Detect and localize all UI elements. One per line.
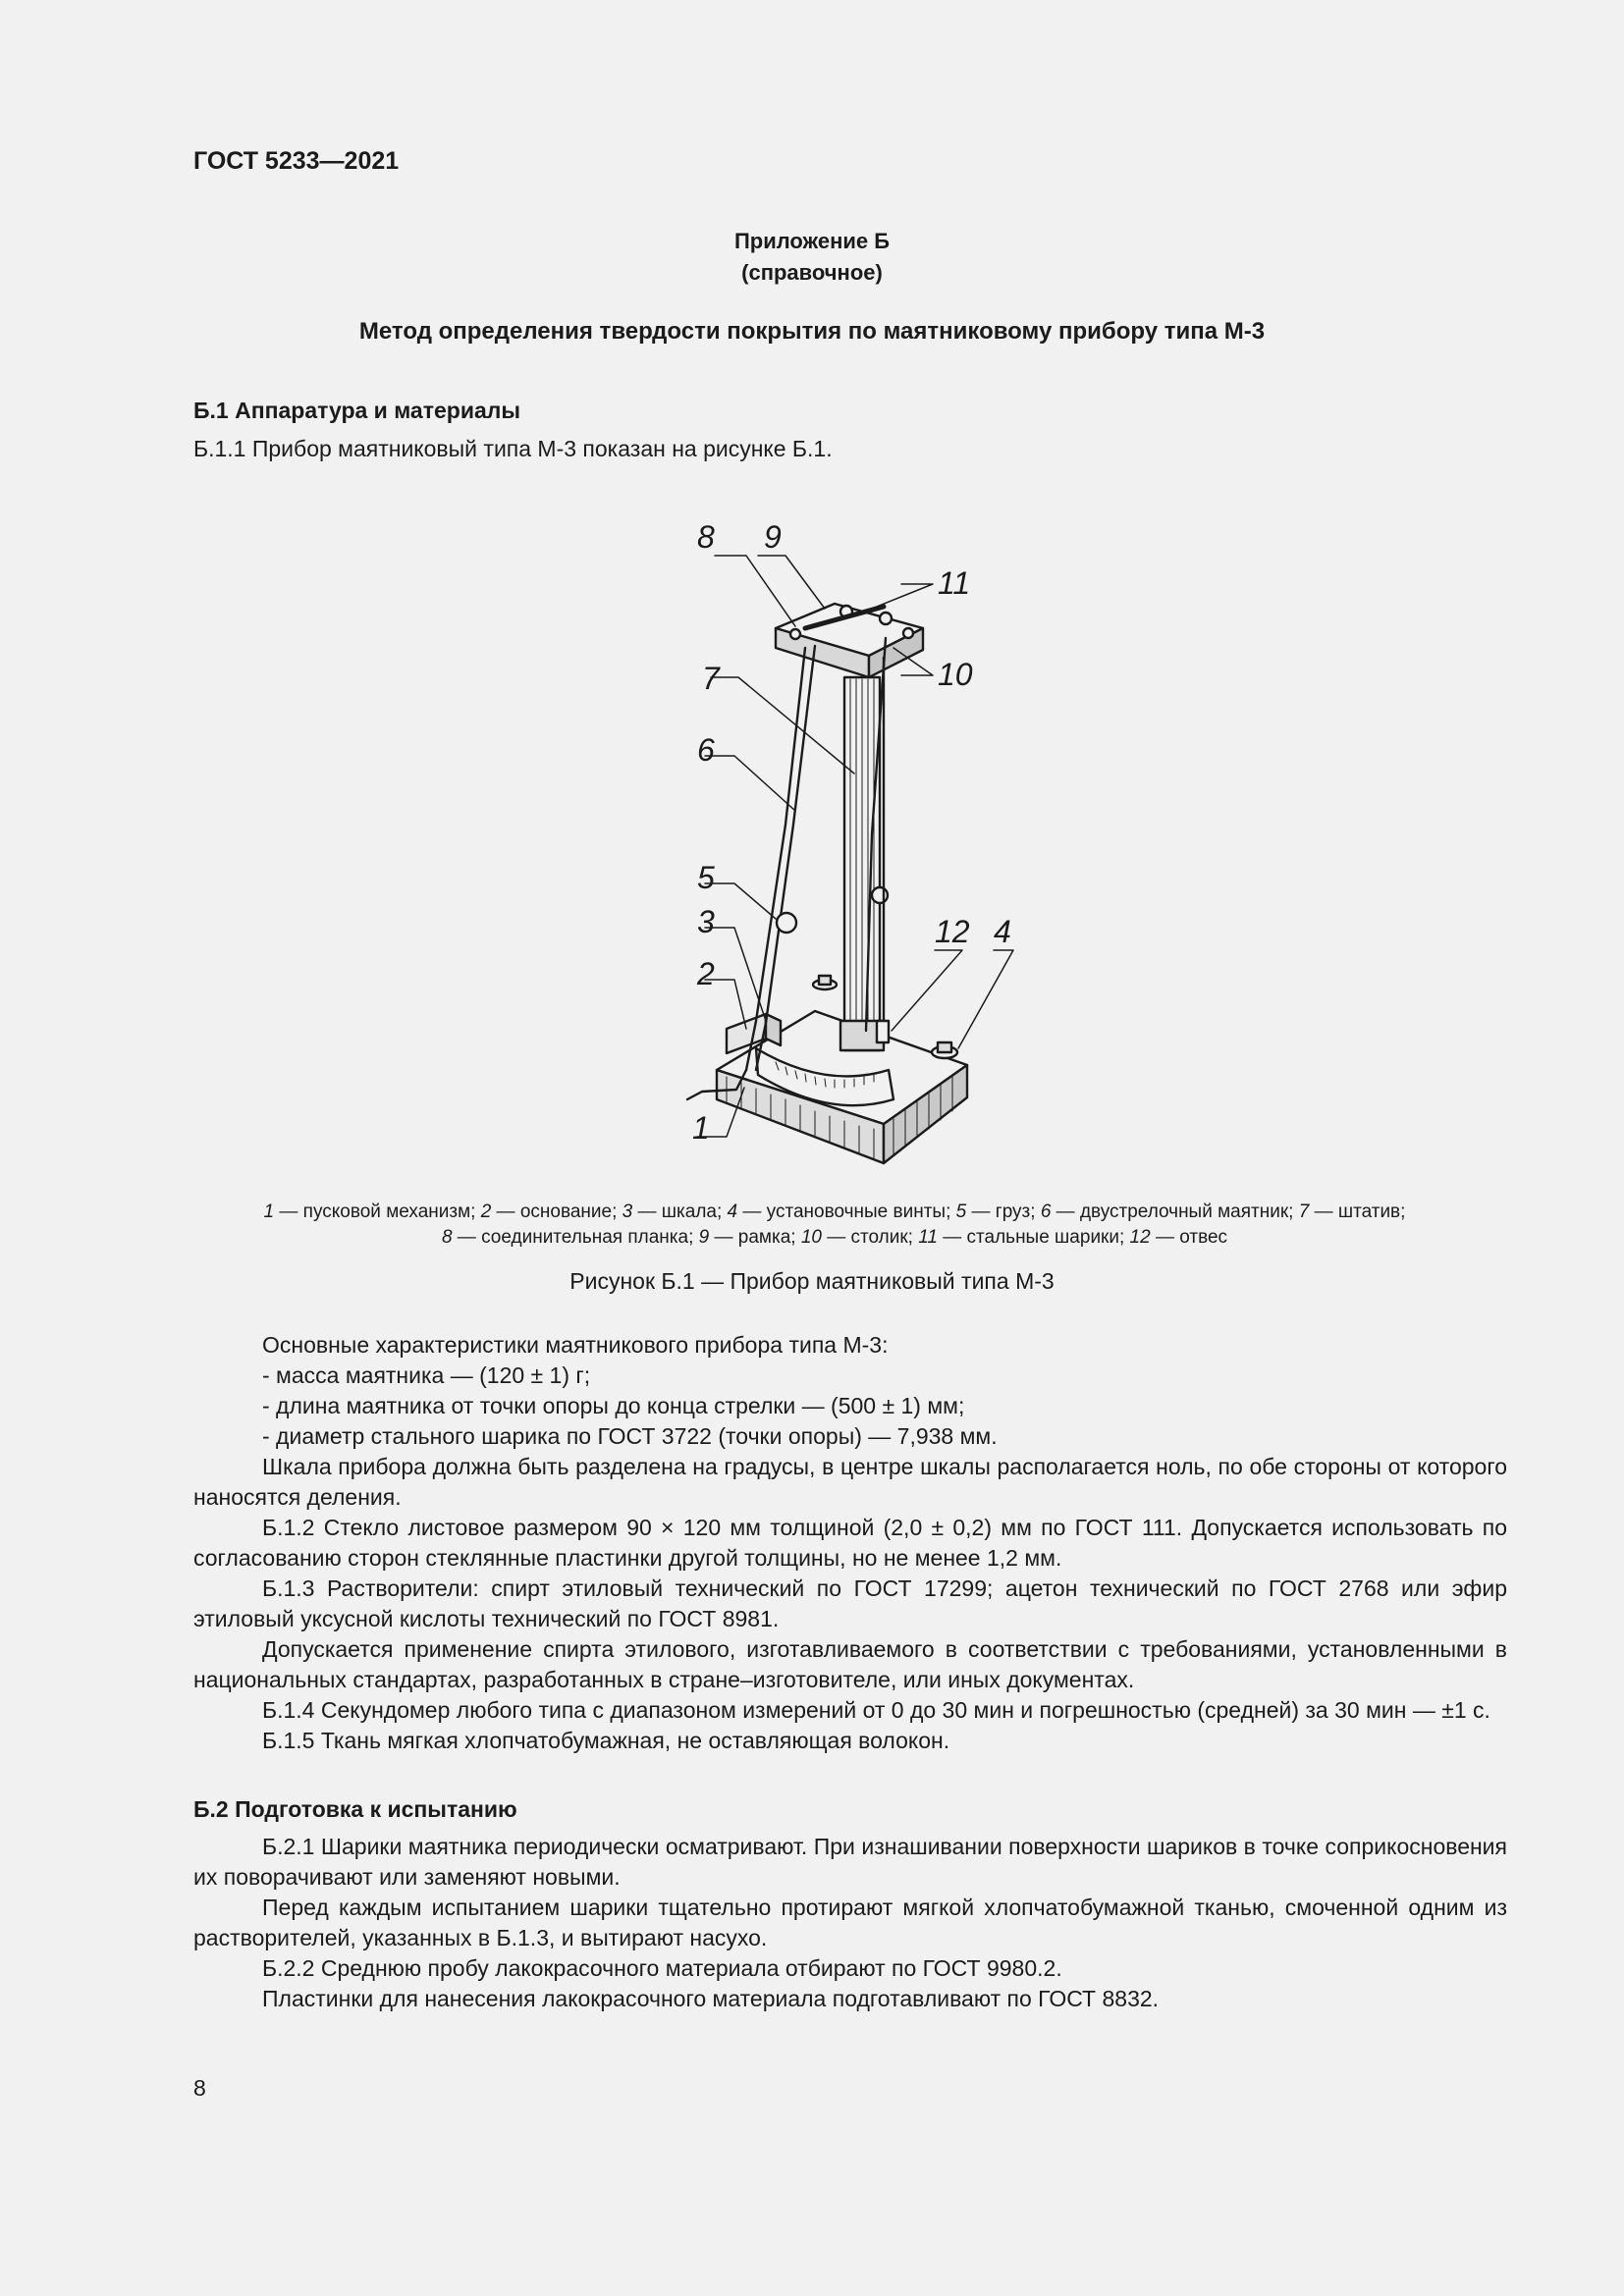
callout-8: 8	[697, 519, 715, 555]
method-title: Метод определения твердости покрытия по маятниковому прибору типа М-3	[358, 318, 1266, 345]
document-id: ГОСТ 5233—2021	[193, 147, 400, 175]
legend-line-2: 8 — соединительная планка; 9 — рамка; 10 — столик; 11 — стальные шарики; 12 — отвес	[441, 1227, 1228, 1248]
paragraph-b14: Б.1.4 Секундомер любого типа с диапазоном измерений от 0 до 30 мин и погрешностью (средней) за 30 мин — ±1 с.	[262, 1697, 1490, 1723]
frame-hole	[790, 629, 800, 639]
callout-3: 3	[697, 904, 715, 939]
paragraph-scale: Шкала прибора должна быть разделена на градусы, в центре шкалы располагается ноль, по обе стороны от которого наносятся деления.	[193, 1454, 1507, 1510]
callout-5: 5	[697, 860, 715, 895]
paragraph-b21: Б.2.1 Шарики маятника периодически осматривают. При изнашивании поверхности шариков в точке соприкосновения их поворачивают или заменяют новыми.	[193, 1834, 1507, 1890]
paragraph-b13: Б.1.3 Растворители: спирт этиловый технический по ГОСТ 17299; ацетон технический по ГОСТ 2768 или эфир этиловый уксусной кислоты технический по ГОСТ 8981.	[193, 1575, 1507, 1631]
callout-2: 2	[697, 956, 715, 991]
page-number: 8	[193, 2075, 206, 2101]
appendix-title: Приложение Б	[733, 229, 891, 253]
characteristic-mass: - масса маятника — (120 ± 1) г;	[262, 1362, 591, 1388]
figure-legend	[157, 1200, 1512, 1251]
paragraph-cleaning: Перед каждым испытанием шарики тщательно протирают мягкой хлопчатобумажной тканью, смоченной одним из растворителей, указанных в Б.1.3, и вытирают насухо.	[193, 1895, 1507, 1950]
callout-12: 12	[935, 914, 970, 949]
weight	[777, 913, 796, 933]
characteristics-block	[193, 1330, 1507, 1756]
characteristic-diameter: - диаметр стального шарика по ГОСТ 3722 (точки опоры) — 7,938 мм.	[262, 1423, 998, 1449]
appendix-heading	[0, 226, 1624, 289]
callout-6: 6	[697, 732, 715, 768]
paragraph-b22: Б.2.2 Среднюю пробу лакокрасочного материала отбирают по ГОСТ 9980.2.	[262, 1955, 1062, 1981]
plumb-weight	[877, 1021, 889, 1042]
paragraph-b12: Б.1.2 Стекло листовое размером 90 × 120 мм толщиной (2,0 ± 0,2) мм по ГОСТ 111. Допускается использовать по согласованию сторон стеклянные пластинки другой толщины, но не менее 1,2 мм.	[193, 1515, 1507, 1571]
pendulum-rod-left	[746, 648, 805, 1070]
steel-ball-b	[880, 613, 892, 624]
paragraph-plates: Пластинки для нанесения лакокрасочного материала подготавливают по ГОСТ 8832.	[262, 1986, 1160, 2011]
callout-9: 9	[764, 519, 782, 555]
callout-7: 7	[702, 661, 720, 696]
section-b2-heading: Б.2 Подготовка к испытанию	[193, 1796, 517, 1822]
callout-4: 4	[994, 914, 1011, 949]
callout-10: 10	[938, 657, 973, 692]
pendulum-instrument-figure	[648, 510, 1021, 1178]
appendix-subtitle: (справочное)	[741, 260, 883, 285]
characteristics-intro: Основные характеристики маятникового прибора типа М-3:	[262, 1332, 889, 1358]
callout-11: 11	[938, 565, 971, 601]
callout-1: 1	[692, 1110, 710, 1146]
paragraph-solvent-note: Допускается применение спирта этилового, изготавливаемого в соответствии с требованиями, установленными в национальных стандартах, разработанных в стране–изготовителе, или иных документах.	[193, 1636, 1507, 1692]
paragraph-b11: Б.1.1 Прибор маятниковый типа М-3 показан на рисунке Б.1.	[193, 436, 833, 461]
section-b1-heading: Б.1 Аппаратура и материалы	[193, 398, 521, 423]
characteristic-length: - длина маятника от точки опоры до конца стрелки — (500 ± 1) мм;	[262, 1393, 965, 1418]
paragraph-b15: Б.1.5 Ткань мягкая хлопчатобумажная, не оставляющая волокон.	[262, 1728, 950, 1753]
figure-caption: Рисунок Б.1 — Прибор маятниковый типа М-3	[569, 1268, 1055, 1294]
section-b2-body	[193, 1832, 1507, 2014]
legend-line-1: 1 — пусковой механизм; 2 — основание; 3 — шкала; 4 — установочные винты; 5 — груз; 6 — двустрелочный маятник; 7 — штатив;	[263, 1201, 1406, 1222]
